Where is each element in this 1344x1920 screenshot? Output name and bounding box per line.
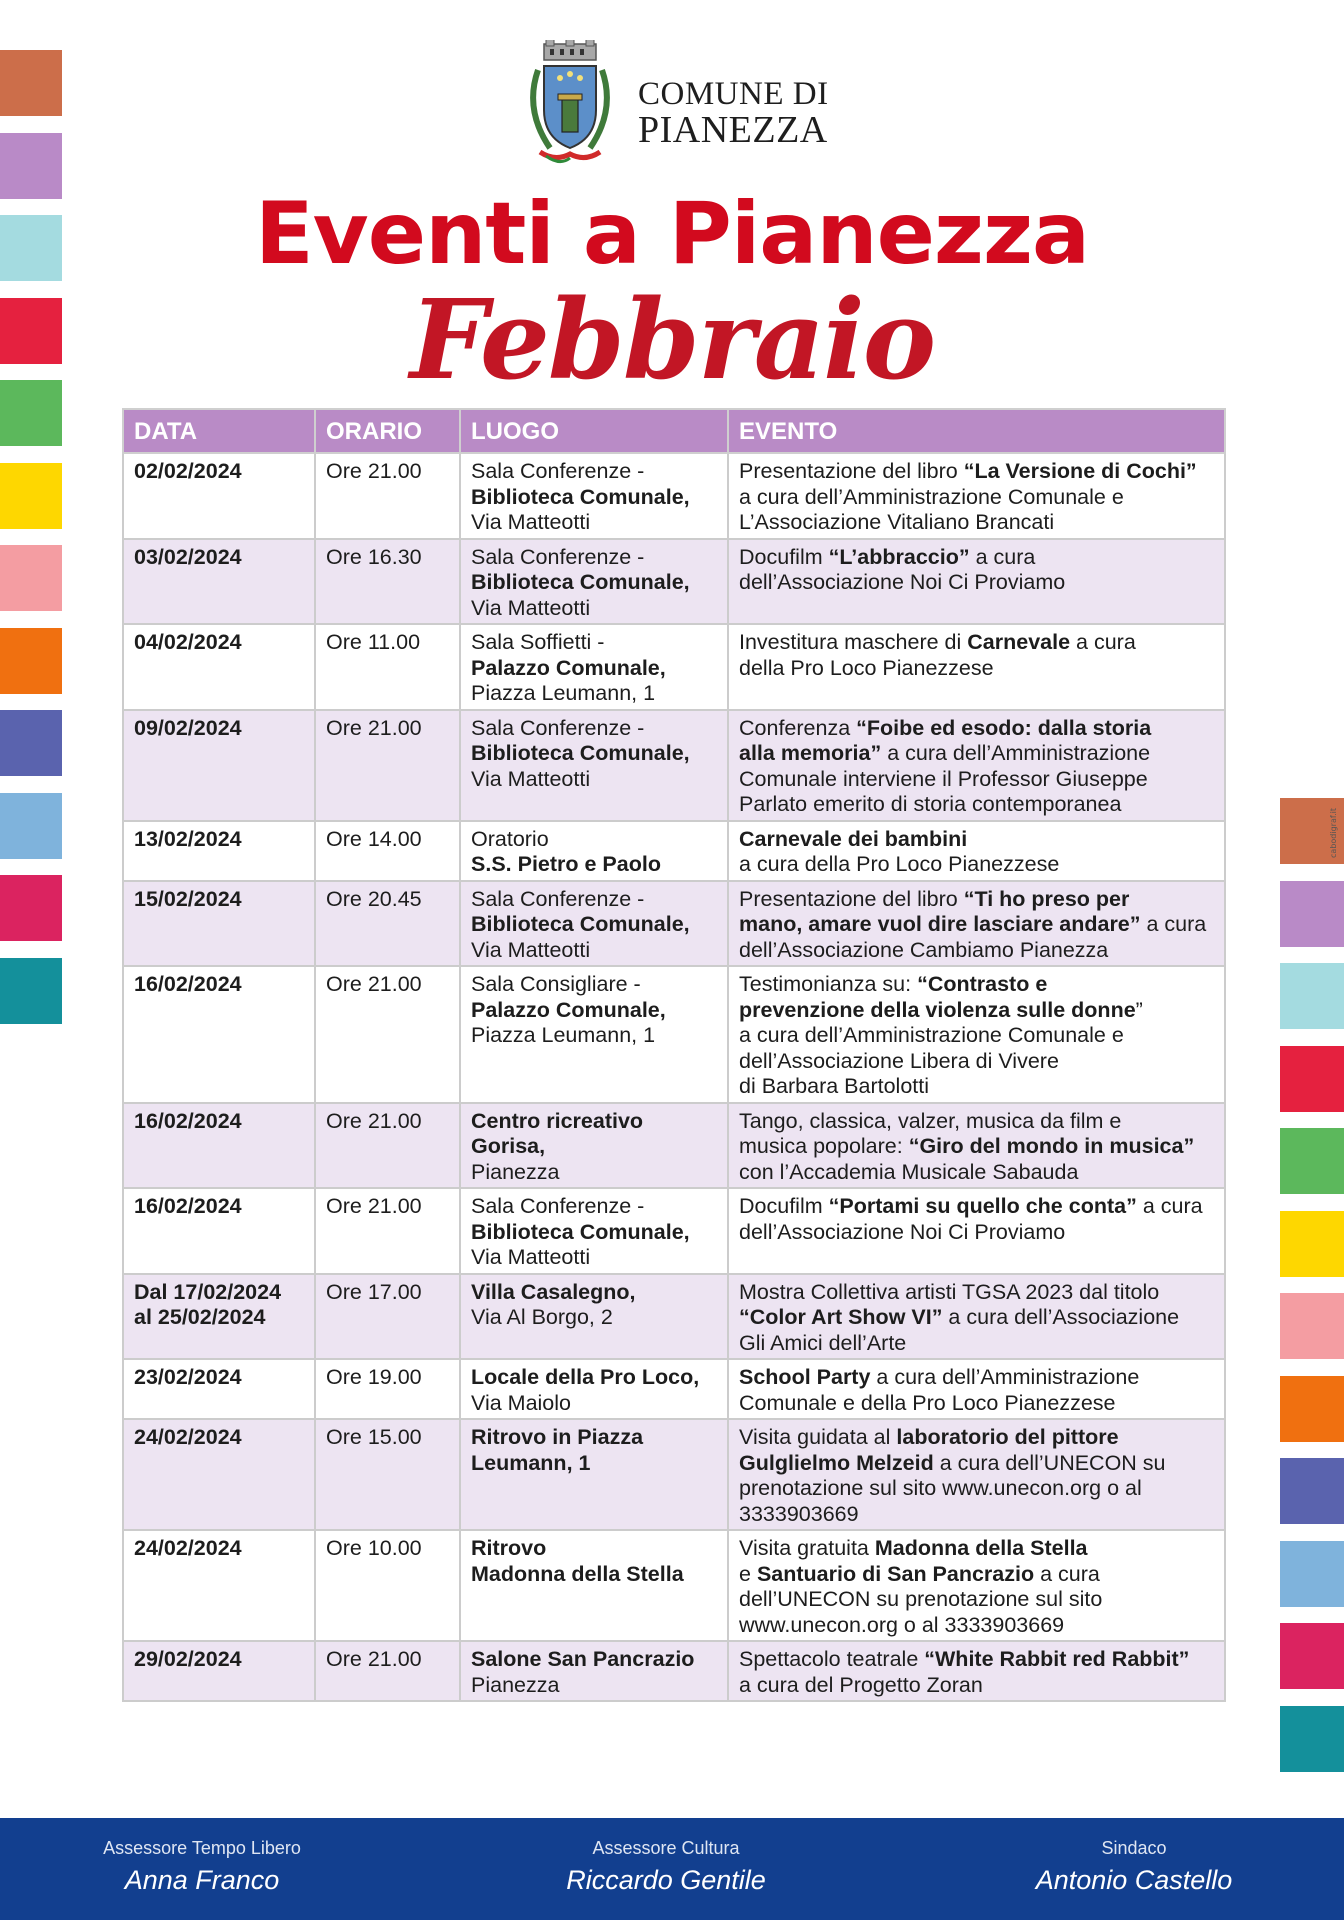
table-row — [123, 1641, 1225, 1701]
event-text: di Barbara Bartolotti — [739, 1074, 930, 1098]
cell-event — [728, 539, 1225, 625]
cell-event — [728, 1103, 1225, 1189]
signature-name: Antonio Castello — [1035, 1865, 1233, 1895]
event-text: “Ti ho preso per — [963, 886, 1130, 911]
events-table — [122, 408, 1226, 1702]
date-line: al 25/02/2024 — [134, 1305, 266, 1329]
event-text: prenotazione sul sito www.unecon.org o al — [739, 1476, 1142, 1500]
event-text: a cura dell’Amministrazione — [881, 741, 1151, 765]
cell-time: Ore 21.00 — [315, 966, 460, 1103]
place-line: S.S. Pietro e Paolo — [471, 852, 661, 876]
date-line: 13/02/2024 — [134, 826, 242, 851]
place-line: Via Maiolo — [471, 1390, 571, 1415]
cell-place — [460, 1188, 728, 1274]
event-text: ” — [1135, 997, 1143, 1022]
place-line: Sala Soffietti - — [471, 630, 605, 654]
table-row — [123, 1103, 1225, 1189]
page-title: Eventi a Pianezza — [254, 184, 1090, 284]
cell-event — [728, 1188, 1225, 1274]
event-text: Presentazione del libro — [739, 459, 964, 483]
place-line: Madonna della Stella — [471, 1561, 684, 1586]
table-row — [123, 966, 1225, 1103]
event-text: a cura dell’Amministrazione Comunale e — [739, 484, 1124, 509]
date-line: 23/02/2024 — [134, 1365, 242, 1389]
place-line: Via Matteotti — [471, 766, 591, 791]
event-line — [739, 1502, 1214, 1528]
table-row — [123, 539, 1225, 625]
event-text: a cura del Progetto Zoran — [739, 1672, 983, 1697]
column-header-orario: ORARIO — [315, 409, 460, 453]
color-swatch — [0, 710, 62, 776]
cell-place — [460, 881, 728, 967]
event-text: “Foibe ed esodo: dalla storia — [856, 715, 1152, 740]
table-row — [123, 710, 1225, 821]
cell-event — [728, 966, 1225, 1103]
event-text: a cura — [1034, 1561, 1100, 1586]
event-line — [739, 1536, 1214, 1562]
signature-name: Anna Franco — [124, 1865, 280, 1895]
event-text: a cura — [1070, 630, 1136, 654]
date-line: 04/02/2024 — [134, 630, 242, 654]
color-swatch — [0, 545, 62, 611]
event-text: a cura — [1140, 912, 1207, 936]
event-text: dell’UNECON su prenotazione sul sito — [739, 1587, 1103, 1611]
event-text: Carnevale — [967, 630, 1071, 654]
event-line — [739, 767, 1214, 793]
color-swatch — [1280, 881, 1344, 947]
place-line: Via Matteotti — [471, 510, 591, 534]
cell-time: Ore 21.00 — [315, 453, 460, 539]
cell-date — [123, 453, 315, 539]
event-line — [739, 827, 1214, 853]
date-line: 02/02/2024 — [134, 459, 242, 483]
event-line — [739, 656, 1214, 682]
cell-date — [123, 1188, 315, 1274]
color-swatch — [1280, 963, 1344, 1029]
event-line — [739, 741, 1214, 767]
cell-event — [728, 881, 1225, 967]
place-line: Pianezza — [471, 1159, 560, 1184]
event-text: laboratorio del pittore — [896, 1425, 1119, 1449]
event-text: Testimonianza su: — [739, 972, 918, 996]
cell-date — [123, 1419, 315, 1530]
place-line: Biblioteca Comunale, — [471, 570, 690, 594]
date-line: 15/02/2024 — [134, 886, 242, 911]
signature-cultura — [466, 1838, 866, 1896]
table-row — [123, 881, 1225, 967]
color-swatch — [1280, 1128, 1344, 1194]
event-text: Tango, classica, valzer, musica da film e — [739, 1108, 1122, 1133]
event-line — [739, 1280, 1214, 1306]
cell-event — [728, 1419, 1225, 1530]
cell-event — [728, 1641, 1225, 1701]
comune-line-2: PIANEZZA — [638, 109, 828, 151]
event-text: 3333903669 — [739, 1501, 859, 1526]
color-swatch — [1280, 1211, 1344, 1277]
event-text: alla memoria” — [739, 741, 882, 765]
event-line — [739, 1587, 1214, 1613]
place-line: Via Matteotti — [471, 937, 591, 962]
event-text: “L’abbraccio” — [828, 544, 970, 569]
event-text: musica popolare: — [739, 1134, 909, 1158]
date-line: 16/02/2024 — [134, 1194, 242, 1218]
cell-time: Ore 10.00 — [315, 1530, 460, 1641]
footer-signatures — [0, 1818, 1344, 1920]
event-line — [739, 1365, 1214, 1391]
event-line — [739, 852, 1214, 878]
place-line: Via Al Borgo, 2 — [471, 1305, 613, 1329]
event-line — [739, 510, 1214, 536]
event-text: a cura dell’Amministrazione — [870, 1365, 1140, 1389]
place-line: Piazza Leumann, 1 — [471, 1023, 656, 1047]
place-line: Sala Conferenze - — [471, 1194, 645, 1218]
color-swatch — [1280, 1046, 1344, 1112]
event-text: Spettacolo teatrale — [739, 1647, 925, 1671]
date-line: 09/02/2024 — [134, 715, 242, 740]
cell-event — [728, 821, 1225, 881]
date-line: 24/02/2024 — [134, 1536, 242, 1560]
table-row — [123, 821, 1225, 881]
event-line — [739, 485, 1214, 511]
event-line — [739, 1613, 1214, 1639]
date-line: 24/02/2024 — [134, 1425, 242, 1449]
place-line: Villa Casalegno, — [471, 1279, 636, 1304]
place-line: Via Matteotti — [471, 1245, 591, 1269]
place-line: Sala Conferenze - — [471, 886, 645, 911]
event-line — [739, 1220, 1214, 1246]
place-line: Centro ricreativo Gorisa, — [471, 1108, 644, 1158]
event-text: L’Associazione Vitaliano Brancati — [739, 510, 1055, 534]
color-swatch — [0, 793, 62, 859]
event-text: “Contrasto e — [917, 972, 1048, 996]
event-text: a cura — [969, 544, 1036, 569]
cell-place — [460, 624, 728, 710]
event-line — [739, 716, 1214, 742]
event-text: Visita gratuita — [739, 1536, 875, 1560]
right-color-swatches — [1280, 798, 1344, 1788]
event-text: Presentazione del libro — [739, 886, 964, 911]
cell-time: Ore 17.00 — [315, 1274, 460, 1360]
event-line — [739, 1134, 1214, 1160]
column-header-data: DATA — [123, 409, 315, 453]
place-line: Biblioteca Comunale, — [471, 1219, 690, 1244]
cell-time: Ore 11.00 — [315, 624, 460, 710]
place-line: Sala Conferenze - — [471, 544, 645, 569]
cell-time: Ore 14.00 — [315, 821, 460, 881]
event-text: Investitura maschere di — [739, 630, 968, 654]
place-line: Biblioteca Comunale, — [471, 484, 690, 509]
cell-date — [123, 624, 315, 710]
place-line: Sala Conferenze - — [471, 715, 645, 740]
event-line — [739, 792, 1214, 818]
color-swatch — [1280, 1293, 1344, 1359]
cell-event — [728, 1359, 1225, 1419]
cell-event — [728, 1274, 1225, 1360]
place-line: Sala Consigliare - — [471, 972, 641, 996]
table-row — [123, 1530, 1225, 1641]
place-line: Ritrovo in Piazza — [471, 1425, 644, 1449]
table-row — [123, 624, 1225, 710]
cell-time: Ore 21.00 — [315, 1641, 460, 1701]
cell-date — [123, 881, 315, 967]
color-swatch — [1280, 1458, 1344, 1524]
event-text: Gli Amici dell’Arte — [739, 1330, 907, 1355]
cell-time: Ore 20.45 — [315, 881, 460, 967]
color-swatch — [0, 463, 62, 529]
event-text: a cura dell’Amministrazione Comunale e — [739, 1023, 1124, 1047]
event-text: Visita guidata al — [739, 1425, 897, 1449]
place-line: Leumann, 1 — [471, 1450, 591, 1475]
cell-event — [728, 710, 1225, 821]
cell-date — [123, 966, 315, 1103]
event-line — [739, 570, 1214, 596]
cell-place — [460, 821, 728, 881]
event-text: www.unecon.org o al 3333903669 — [739, 1612, 1065, 1637]
event-text: dell’Associazione Cambiamo Pianezza — [739, 937, 1109, 962]
cell-event — [728, 453, 1225, 539]
event-text: e — [739, 1561, 757, 1586]
credit-text: cabodigraf.it — [1329, 808, 1338, 858]
event-text: Docufilm — [739, 544, 829, 569]
color-swatch — [1280, 1376, 1344, 1442]
event-text: “White Rabbit red Rabbit” — [924, 1647, 1190, 1671]
color-swatch — [0, 958, 62, 1024]
event-line — [739, 459, 1214, 485]
event-text: Gulglielmo Melzeid — [739, 1450, 934, 1475]
column-header-luogo: LUOGO — [460, 409, 728, 453]
signature-role: Assessore Cultura — [592, 1838, 740, 1858]
event-line — [739, 1331, 1214, 1357]
place-line: Palazzo Comunale, — [471, 997, 666, 1022]
signature-name: Riccardo Gentile — [566, 1865, 766, 1895]
event-line — [739, 1451, 1214, 1477]
place-line: Biblioteca Comunale, — [471, 741, 690, 765]
color-swatch — [1280, 1706, 1344, 1772]
cell-time: Ore 21.00 — [315, 1188, 460, 1274]
place-line: Pianezza — [471, 1672, 560, 1697]
municipality-name — [638, 78, 829, 149]
event-line — [739, 1074, 1214, 1100]
event-line — [739, 1562, 1214, 1588]
cell-place — [460, 710, 728, 821]
cell-time: Ore 16.30 — [315, 539, 460, 625]
cell-time: Ore 21.00 — [315, 710, 460, 821]
cell-place — [460, 1641, 728, 1701]
event-text: dell’Associazione Noi Ci Proviamo — [739, 570, 1066, 594]
date-line: 29/02/2024 — [134, 1647, 242, 1671]
event-line — [739, 1391, 1214, 1417]
event-text: a cura — [1136, 1194, 1203, 1218]
place-line: Piazza Leumann, 1 — [471, 681, 656, 705]
event-line — [739, 545, 1214, 571]
cell-place — [460, 1530, 728, 1641]
event-line — [739, 630, 1214, 656]
event-line — [739, 1305, 1214, 1331]
event-text: mano, amare vuol dire lasciare andare” — [739, 912, 1141, 936]
cell-event — [728, 624, 1225, 710]
event-text: della Pro Loco Pianezzese — [739, 655, 994, 680]
table-row — [123, 1274, 1225, 1360]
table-row — [123, 453, 1225, 539]
event-line — [739, 1425, 1214, 1451]
date-line: 16/02/2024 — [134, 1108, 242, 1133]
event-text: School Party — [739, 1365, 871, 1389]
color-swatch — [0, 875, 62, 941]
event-line — [739, 1647, 1214, 1673]
cell-date — [123, 1641, 315, 1701]
event-line — [739, 1476, 1214, 1502]
place-line: Palazzo Comunale, — [471, 655, 666, 680]
event-text: dell’Associazione Libera di Vivere — [739, 1048, 1059, 1073]
event-text: Docufilm — [739, 1194, 829, 1218]
event-text: con l’Accademia Musicale Sabauda — [739, 1159, 1079, 1184]
cell-place — [460, 1419, 728, 1530]
coat-of-arms-icon — [520, 40, 620, 170]
event-text: Carnevale dei bambini — [739, 826, 968, 851]
signature-sindaco — [934, 1838, 1334, 1896]
event-text: Comunale interviene il Professor Giuseppe — [739, 766, 1148, 791]
event-line — [739, 1673, 1214, 1699]
cell-place — [460, 1103, 728, 1189]
event-text: a cura dell’UNECON su — [933, 1450, 1166, 1475]
comune-line-1: COMUNE DI — [638, 76, 829, 112]
event-line — [739, 938, 1214, 964]
event-text: a cura dell’Associazione — [942, 1305, 1180, 1329]
place-line: Locale della Pro Loco, — [471, 1365, 700, 1389]
event-text: Santuario di San Pancrazio — [756, 1561, 1035, 1586]
place-line: Sala Conferenze - — [471, 459, 645, 483]
event-line — [739, 998, 1214, 1024]
event-line — [739, 972, 1214, 998]
event-line — [739, 1160, 1214, 1186]
place-line: Biblioteca Comunale, — [471, 912, 690, 936]
cell-place — [460, 966, 728, 1103]
color-swatch — [0, 50, 62, 116]
event-text: Parlato emerito di storia contemporanea — [739, 792, 1122, 816]
municipality-header — [520, 40, 840, 170]
cell-place — [460, 453, 728, 539]
cell-date — [123, 1274, 315, 1360]
cell-date — [123, 821, 315, 881]
event-line — [739, 1023, 1214, 1049]
cell-date — [123, 539, 315, 625]
color-swatch — [0, 628, 62, 694]
event-text: Conferenza — [739, 715, 857, 740]
cell-place — [460, 1359, 728, 1419]
date-line: Dal 17/02/2024 — [134, 1279, 282, 1304]
event-line — [739, 1194, 1214, 1220]
event-line — [739, 1049, 1214, 1075]
signature-role: Assessore Tempo Libero — [103, 1838, 301, 1858]
event-text: Comunale e della Pro Loco Pianezzese — [739, 1390, 1116, 1415]
cell-date — [123, 1103, 315, 1189]
cell-date — [123, 1530, 315, 1641]
color-swatch — [1280, 808, 1344, 1607]
event-line — [739, 912, 1214, 938]
table-row — [123, 1188, 1225, 1274]
cell-time: Ore 21.00 — [315, 1103, 460, 1189]
signature-role: Sindaco — [1101, 1838, 1167, 1858]
table-header-row — [123, 409, 1225, 453]
event-text: “Giro del mondo in musica” — [908, 1134, 1195, 1158]
place-line: Salone San Pancrazio — [471, 1647, 695, 1671]
place-line: Via Matteotti — [471, 595, 591, 620]
event-line — [739, 1109, 1214, 1135]
event-line — [739, 887, 1214, 913]
color-swatch — [1280, 1623, 1344, 1689]
month-subtitle: Febbraio — [409, 275, 935, 404]
table-row — [123, 1359, 1225, 1419]
cell-time: Ore 19.00 — [315, 1359, 460, 1419]
event-text: Mostra Collettiva artisti TGSA 2023 dal titolo — [739, 1279, 1160, 1304]
event-text: a cura della Pro Loco Pianezzese — [739, 852, 1060, 876]
place-line: Ritrovo — [471, 1536, 547, 1560]
cell-date — [123, 1359, 315, 1419]
event-text: “Color Art Show VI” — [739, 1305, 943, 1329]
cell-time: Ore 15.00 — [315, 1419, 460, 1530]
cell-place — [460, 539, 728, 625]
date-line: 16/02/2024 — [134, 972, 242, 996]
event-text: Madonna della Stella — [874, 1536, 1088, 1560]
event-text: prevenzione della violenza sulle donne — [739, 997, 1136, 1022]
column-header-evento: EVENTO — [728, 409, 1225, 453]
cell-place — [460, 1274, 728, 1360]
signature-tempo-libero — [2, 1838, 402, 1896]
event-text: “La Versione di Cochi” — [963, 459, 1197, 483]
table-row — [123, 1419, 1225, 1530]
date-line: 03/02/2024 — [134, 544, 242, 569]
event-text: dell’Associazione Noi Ci Proviamo — [739, 1219, 1066, 1244]
cell-event — [728, 1530, 1225, 1641]
place-line: Oratorio — [471, 826, 549, 851]
cell-date — [123, 710, 315, 821]
event-text: “Portami su quello che conta” — [828, 1194, 1137, 1218]
